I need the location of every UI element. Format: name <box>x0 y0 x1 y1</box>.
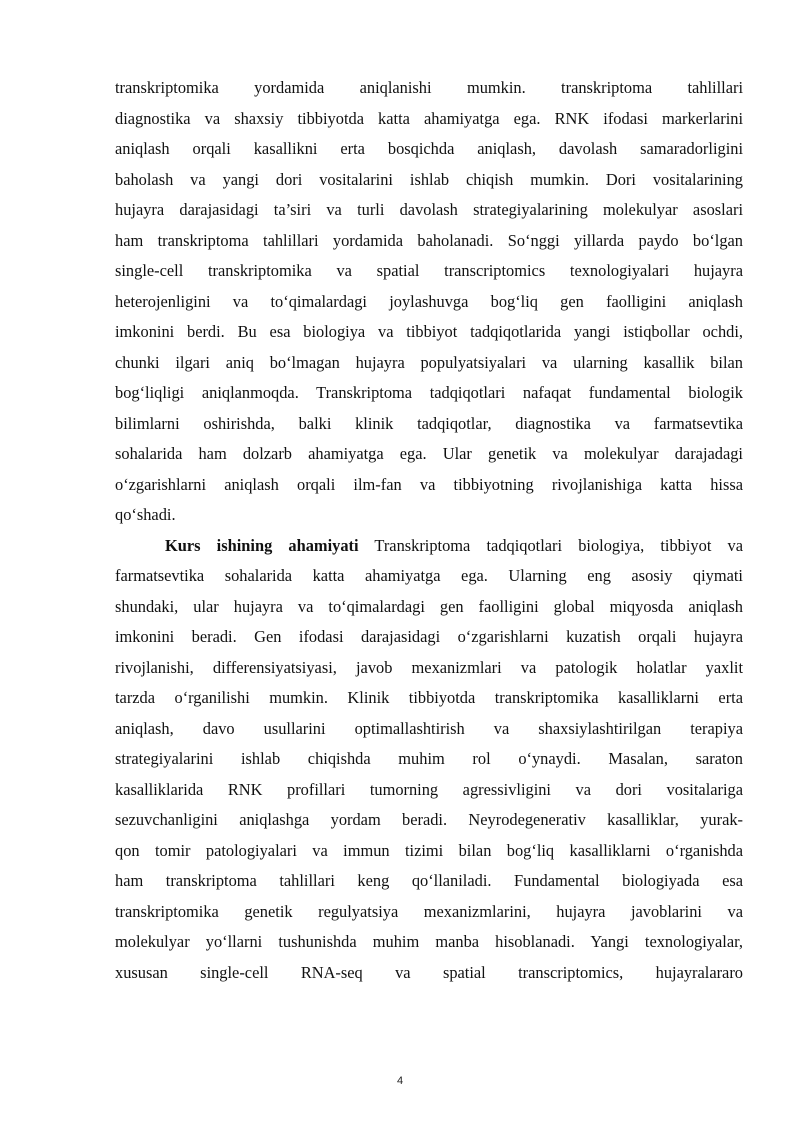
text-line: chunki ilgari aniq bo‘lmagan hujayra populyatsiyalari va ularning kasallik bilan <box>115 352 743 372</box>
text-line: transkriptomika genetik regulyatsiya mexanizmlarini, hujayra javoblarini va <box>115 901 743 921</box>
text-line: ham transkriptoma tahlillari keng qo‘llaniladi. Fundamental biologiyada esa <box>115 871 743 890</box>
text-line: single-cell transkriptomika va spatial transcriptomics texnologiyalari hujayra <box>115 261 743 280</box>
text-line: sezuvchanligini aniqlashga yordam beradi. Neyrodegenerativ kasalliklar, yurak- <box>115 810 743 829</box>
text-line: transkriptomika yordamida aniqlanishi mumkin. transkriptoma tahlillari <box>115 78 743 97</box>
text-line: ham transkriptoma tahlillari yordamida baholanadi. So‘nggi yillarda paydo bo‘lgan <box>115 230 743 250</box>
text-line: heterojenligini va to‘qimalardagi joylashuvga bog‘liq gen faolligini aniqlash <box>115 291 743 311</box>
text-line: imkonini beradi. Gen ifodasi darajasidagi o‘zgarishlarni kuzatish orqali hujayra <box>115 627 743 646</box>
text-line: xususan single-cell RNA-seq va spatial transcriptomics, hujayralararo <box>115 962 743 982</box>
text-line: qo‘shadi. <box>115 505 176 524</box>
page-number: 4 <box>396 1075 404 1087</box>
text-line: aniqlash, davo usullarini optimallashtirish va shaxsiylashtirilgan terapiya <box>115 718 743 738</box>
text-line: sohalarida ham dolzarb ahamiyatga ega. Ular genetik va molekulyar darajadagi <box>115 444 743 463</box>
text-line: bilimlarni oshirishda, balki klinik tadqiqotlar, diagnostika va farmatsevtika <box>115 413 743 433</box>
text-line: aniqlash orqali kasallikni erta bosqichda aniqlash, davolash samaradorligini <box>115 139 743 158</box>
text-line: tarzda o‘rganilishi mumkin. Klinik tibbiyotda transkriptomika kasalliklarni erta <box>115 688 743 707</box>
section-heading: Kurs ishining ahamiyati <box>165 535 359 555</box>
text-line: qon tomir patologiyalari va immun tizimi bilan bog‘liq kasalliklarni o‘rganishda <box>115 840 743 860</box>
text-line: strategiyalarini ishlab chiqishda muhim rol o‘ynaydi. Masalan, saraton <box>115 749 743 768</box>
body-text <box>115 73 743 988</box>
text-line: shundaki, ular hujayra va to‘qimalardagi gen faolligini global miqyosda aniqlash <box>115 596 743 616</box>
text-line: imkonini berdi. Bu esa biologiya va tibbiyot tadqiqotlarida yangi istiqbollar ochdi, <box>115 322 743 341</box>
text-line: o‘zgarishlarni aniqlash orqali ilm-fan va tibbiyotning rivojlanishiga katta hissa <box>115 474 743 494</box>
text-line: molekulyar yo‘llarni tushunishda muhim manba hisoblanadi. Yangi texnologiyalar, <box>115 932 743 951</box>
paragraph-1 <box>115 73 743 531</box>
text-line: baholash va yangi dori vositalarini ishlab chiqish mumkin. Dori vositalarining <box>115 169 743 189</box>
text-line-first <box>115 531 743 562</box>
paragraph-2 <box>115 531 743 989</box>
text-line: diagnostika va shaxsiy tibbiyotda katta ahamiyatga ega. RNK ifodasi markerlarini <box>115 108 743 128</box>
text-line: bog‘liqligi aniqlanmoqda. Transkriptoma tadqiqotlari nafaqat fundamental biologik <box>115 383 743 402</box>
text-line: rivojlanishi, differensiyatsiyasi, javob mexanizmlari va patologik holatlar yaxlit <box>115 657 743 677</box>
text-line: farmatsevtika sohalarida katta ahamiyatga ega. Ularning eng asosiy qiymati <box>115 566 743 585</box>
text-line: hujayra darajasidagi ta’siri va turli davolash strategiyalarining molekulyar asoslari <box>115 200 743 219</box>
text-line: kasalliklarida RNK profillari tumorning agressivligini va dori vositalariga <box>115 779 743 799</box>
text-fragment: Transkriptoma tadqiqotlari biologiya, tibbiyot va <box>358 535 743 555</box>
